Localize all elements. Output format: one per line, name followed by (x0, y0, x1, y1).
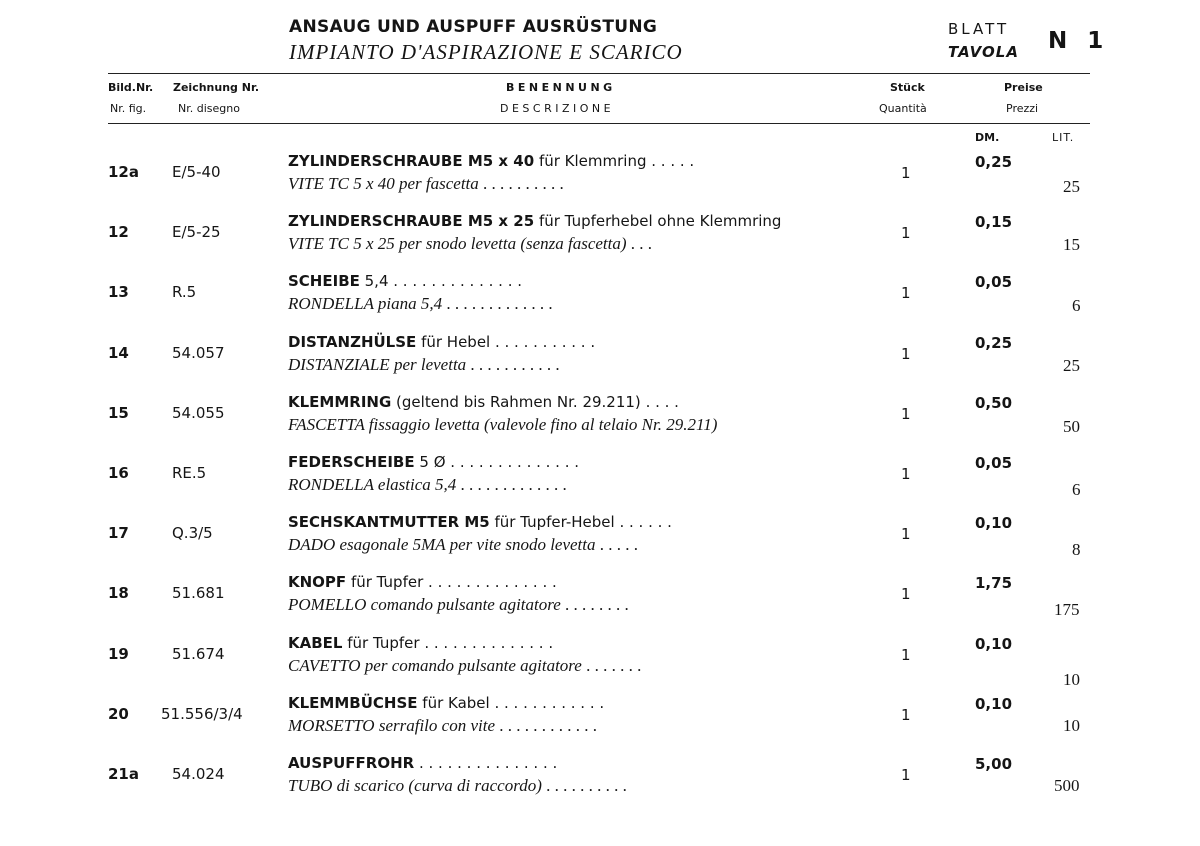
price-dm: 0,10 (975, 695, 1013, 713)
figure-number: 14 (108, 344, 129, 362)
part-name-german: KNOPF (288, 573, 347, 591)
drawing-number: 51.674 (172, 645, 225, 663)
part-name-italian: DADO (288, 535, 336, 554)
part-name-german: SECHSKANTMUTTER M5 (288, 513, 490, 531)
col-desc-de: BENENNUNG (506, 81, 616, 94)
description-german (288, 513, 672, 531)
leader-dots: . . . . (640, 393, 679, 411)
part-name-italian: VITE TC (288, 234, 349, 253)
quantity: 1 (901, 766, 911, 784)
description-italian (288, 415, 717, 435)
header-rule-bottom (108, 123, 1090, 124)
quantity: 1 (901, 465, 911, 483)
price-lit: 175 (1054, 600, 1080, 619)
col-drawing-de: Zeichnung Nr. (173, 81, 259, 94)
leader-dots: . . . . . . . . (560, 595, 629, 614)
price-dm: 5,00 (975, 755, 1013, 773)
part-detail-italian: per comando pulsante agitatore (360, 656, 582, 675)
part-detail-italian: elastica 5,4 (373, 475, 457, 494)
quantity: 1 (901, 706, 911, 724)
drawing-number: E/5-25 (172, 223, 221, 241)
leader-dots: . . . . . (646, 152, 695, 170)
part-name-italian: POMELLO (288, 595, 367, 614)
part-detail-italian: comando pulsante agitatore (366, 595, 561, 614)
leader-dots: . . . . . . . . . . (541, 776, 627, 795)
col-price-de: Preise (1004, 81, 1043, 94)
description-italian (288, 234, 652, 254)
part-detail-german: 5,4 (359, 272, 389, 290)
description-italian (288, 716, 597, 736)
figure-number: 13 (108, 283, 129, 301)
part-detail-german: für Klemmring (534, 152, 647, 170)
quantity: 1 (901, 224, 911, 242)
part-detail-german: 5 Ø (414, 453, 446, 471)
part-detail-german: für Kabel (417, 694, 490, 712)
description-german (288, 333, 595, 351)
leader-dots: . . . (626, 234, 653, 253)
leader-dots: . . . . . . . . . . . . . (456, 475, 567, 494)
part-name-german: DISTANZHÜLSE (288, 333, 417, 351)
part-name-german: AUSPUFFROHR (288, 754, 415, 772)
part-detail-italian: 5 x 25 per snodo levetta (senza fascetta) (348, 234, 627, 253)
leader-dots: . . . . . . . . . . (478, 174, 564, 193)
leader-dots: . . . . . . . . . . . (490, 333, 596, 351)
sheet-label-german: BLATT (948, 20, 1010, 38)
part-detail-italian: di scarico (curva di raccordo) (332, 776, 542, 795)
col-drawing-it: Nr. disegno (178, 102, 240, 115)
figure-number: 12a (108, 163, 139, 181)
part-name-german: SCHEIBE (288, 272, 360, 290)
figure-number: 21a (108, 765, 139, 783)
leader-dots: . . . . . . . . . . . . (489, 694, 605, 712)
leader-dots: . . . . . . . (581, 656, 642, 675)
part-name-italian: MORSETTO (288, 716, 375, 735)
description-german (288, 393, 679, 411)
leader-dots: . . . . . . . . . . . (466, 355, 560, 374)
description-italian (288, 535, 638, 555)
part-detail-german: (geltend bis Rahmen Nr. 29.211) (391, 393, 641, 411)
header-rule-top (108, 73, 1090, 74)
price-dm: 1,75 (975, 574, 1013, 592)
leader-dots: . . . . . . . . . . . . . . . (414, 754, 558, 772)
part-detail-german: für Tupfer (342, 634, 420, 652)
description-german (288, 694, 604, 712)
description-german (288, 272, 522, 290)
figure-number: 15 (108, 404, 129, 422)
description-italian (288, 355, 560, 375)
price-dm: 0,05 (975, 273, 1013, 291)
leader-dots: . . . . . . (614, 513, 672, 531)
description-german (288, 573, 557, 591)
price-lit: 8 (1072, 540, 1081, 559)
quantity: 1 (901, 646, 911, 664)
price-lit: 10 (1063, 670, 1080, 689)
quantity: 1 (901, 284, 911, 302)
quantity: 1 (901, 345, 911, 363)
part-detail-italian: fissaggio levetta (valevole fino al telaio Nr. 29.211) (364, 415, 718, 434)
part-name-italian: FASCETTA (288, 415, 365, 434)
price-dm: 0,25 (975, 334, 1013, 352)
leader-dots: . . . . . . . . . . . . . . (423, 573, 557, 591)
part-detail-italian: esagonale 5MA per vite snodo levetta (335, 535, 596, 554)
description-italian (288, 656, 641, 676)
price-lit: 6 (1072, 296, 1081, 315)
part-name-italian: CAVETTO (288, 656, 361, 675)
leader-dots: . . . . . . . . . . . . . . (445, 453, 580, 471)
figure-number: 19 (108, 645, 129, 663)
part-name-italian: RONDELLA (288, 294, 374, 313)
part-name-german: KLEMMBÜCHSE (288, 694, 418, 712)
drawing-number: 54.024 (172, 765, 225, 783)
quantity: 1 (901, 164, 911, 182)
part-detail-italian: serrafilo con vite (374, 716, 495, 735)
sheet-number: N 1 (1048, 28, 1110, 54)
figure-number: 16 (108, 464, 129, 482)
leader-dots: . . . . . . . . . . . . (495, 716, 597, 735)
part-name-german: KABEL (288, 634, 343, 652)
part-name-german: FEDERSCHEIBE (288, 453, 415, 471)
part-detail-german: für Tupfer (346, 573, 424, 591)
col-qty-it: Quantità (879, 102, 927, 115)
price-dm: 0,10 (975, 635, 1013, 653)
part-detail-italian: piana 5,4 (373, 294, 443, 313)
quantity: 1 (901, 585, 911, 603)
price-dm: 0,50 (975, 394, 1013, 412)
price-lit: 6 (1072, 480, 1081, 499)
drawing-number: 51.681 (172, 584, 225, 602)
drawing-number: 54.055 (172, 404, 225, 422)
description-italian (288, 595, 629, 615)
drawing-number: E/5-40 (172, 163, 221, 181)
figure-number: 17 (108, 524, 129, 542)
price-dm: 0,05 (975, 454, 1013, 472)
col-price-it: Prezzi (1006, 102, 1039, 115)
part-name-italian: RONDELLA (288, 475, 374, 494)
leader-dots: . . . . . (595, 535, 639, 554)
description-italian (288, 776, 627, 796)
description-german (288, 152, 694, 170)
description-german (288, 634, 553, 652)
price-lit: 50 (1063, 417, 1080, 436)
part-name-italian: DISTANZIALE (288, 355, 390, 374)
col-ref-de: Bild.Nr. (108, 81, 154, 94)
sheet-label-italian: TAVOLA (948, 43, 1019, 61)
currency-dm-label: DM. (975, 131, 1000, 144)
part-detail-german: für Tupferhebel ohne Klemmring (534, 212, 782, 230)
part-detail-german: für Hebel (416, 333, 491, 351)
description-italian (288, 294, 553, 314)
drawing-number: R.5 (172, 283, 197, 301)
part-detail-italian: per levetta (389, 355, 467, 374)
description-italian (288, 475, 567, 495)
leader-dots: . . . . . . . . . . . . . . (388, 272, 523, 290)
part-name-german: ZYLINDERSCHRAUBE M5 x 40 (288, 152, 535, 170)
drawing-number: 54.057 (172, 344, 225, 362)
description-italian (288, 174, 564, 194)
figure-number: 18 (108, 584, 129, 602)
price-dm: 0,25 (975, 153, 1013, 171)
description-german (288, 453, 579, 471)
part-name-german: ZYLINDERSCHRAUBE M5 x 25 (288, 212, 535, 230)
figure-number: 20 (108, 705, 129, 723)
currency-lit-label: LIT. (1052, 131, 1075, 144)
title-german: ANSAUG UND AUSPUFF AUSRÜSTUNG (289, 17, 658, 37)
drawing-number: 51.556/3/4 (161, 705, 243, 723)
figure-number: 12 (108, 223, 129, 241)
title-italian: IMPIANTO D'ASPIRAZIONE E SCARICO (289, 40, 683, 64)
part-detail-italian: 5 x 40 per fascetta (348, 174, 479, 193)
price-lit: 25 (1063, 177, 1080, 196)
price-lit: 25 (1063, 356, 1080, 375)
price-dm: 0,10 (975, 514, 1013, 532)
part-detail-german: für Tupfer-Hebel (489, 513, 615, 531)
price-dm: 0,15 (975, 213, 1013, 231)
quantity: 1 (901, 405, 911, 423)
col-desc-it: DESCRIZIONE (500, 102, 615, 115)
leader-dots: . . . . . . . . . . . . . . (419, 634, 554, 652)
part-name-italian: VITE TC (288, 174, 349, 193)
price-lit: 10 (1063, 716, 1080, 735)
quantity: 1 (901, 525, 911, 543)
description-german (288, 754, 557, 772)
price-lit: 15 (1063, 235, 1080, 254)
drawing-number: RE.5 (172, 464, 207, 482)
part-name-german: KLEMMRING (288, 393, 392, 411)
price-lit: 500 (1054, 776, 1080, 795)
drawing-number: Q.3/5 (172, 524, 213, 542)
col-ref-it: Nr. fig. (110, 102, 147, 115)
part-name-italian: TUBO (288, 776, 333, 795)
description-german (288, 212, 781, 230)
leader-dots: . . . . . . . . . . . . . (442, 294, 553, 313)
col-qty-de: Stück (890, 81, 925, 94)
